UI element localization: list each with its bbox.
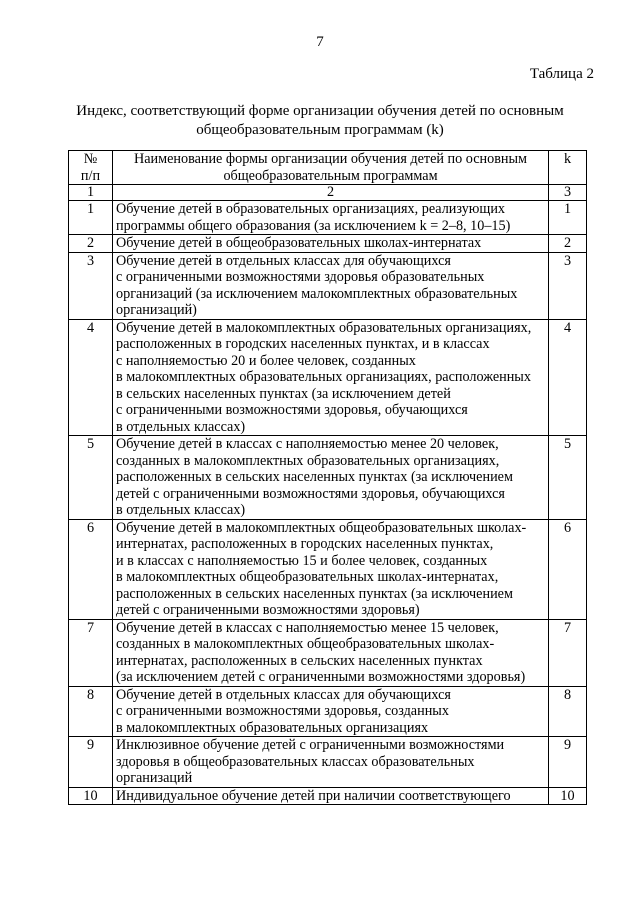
row-name-line: расположенных в сельских населенных пунктах (за исключением: [116, 469, 513, 485]
row-name-line: интернатах, расположенных в городских населенных пунктах,: [116, 536, 494, 552]
row-k-value: 5: [549, 436, 587, 520]
index-table: [68, 150, 587, 805]
row-name: [113, 737, 549, 788]
row-name-line: Обучение детей в малокомплектных общеобразовательных школах-: [116, 519, 527, 536]
row-name-line: расположенных в сельских населенных пунктах (за исключением: [116, 585, 513, 602]
row-name-line: расположенных в городских населенных пунктах, и в классах: [116, 336, 490, 352]
row-name: [113, 519, 549, 619]
row-name-line: организаций: [116, 770, 193, 786]
header-name-line: общеобразовательным программам: [223, 167, 438, 184]
row-name-line: в малокомплектных образовательных организациях: [116, 719, 429, 736]
row-name-line: интернатах, расположенных в сельских населенных пунктах: [116, 652, 483, 669]
table-row: [69, 787, 587, 805]
table-header-row: [69, 151, 587, 185]
table-row: [69, 252, 587, 319]
table-title: [60, 102, 580, 140]
row-number: 4: [69, 319, 113, 436]
row-name-line: Обучение детей в классах с наполняемостью менее 20 человек,: [116, 436, 499, 452]
row-name: [113, 252, 549, 319]
row-name-line: с ограниченными возможностями здоровья, созданных: [116, 703, 449, 719]
column-number: 2: [113, 185, 549, 201]
header-name-line: Наименование формы организации обучения детей по основным: [133, 151, 528, 167]
row-name-line: в малокомплектных образовательных организациях, расположенных: [116, 369, 531, 385]
header-num-line: №: [83, 151, 98, 167]
row-name-line: с ограниченными возможностями здоровья, обучающихся: [116, 402, 468, 418]
row-name-line: в отдельных классах): [116, 418, 246, 435]
row-number: 10: [69, 787, 113, 805]
table-row: [69, 201, 587, 235]
row-number: 3: [69, 252, 113, 319]
header-num: [69, 151, 113, 185]
row-k-value: 8: [549, 686, 587, 737]
column-number: 3: [549, 185, 587, 201]
table-row: [69, 436, 587, 520]
row-name-line: в отдельных классах): [116, 502, 246, 518]
row-name-line: с ограниченными возможностями здоровья образовательных: [116, 269, 485, 285]
row-name: [113, 235, 549, 253]
row-name-line: детей с ограниченными возможностями здоровья): [116, 602, 420, 618]
table-row: [69, 737, 587, 788]
row-number: 2: [69, 235, 113, 253]
column-number: 1: [69, 185, 113, 201]
table-row: [69, 619, 587, 686]
row-name-line: организаций (за исключением малокомплектных образовательных: [116, 285, 518, 302]
row-number: 6: [69, 519, 113, 619]
row-number: 9: [69, 737, 113, 788]
header-name: [113, 151, 549, 185]
row-name-line: организаций): [116, 302, 197, 318]
row-name-line: Обучение детей в отдельных классах для обучающихся: [116, 686, 451, 703]
row-name: [113, 201, 549, 235]
row-k-value: 7: [549, 619, 587, 686]
table-row: [69, 519, 587, 619]
row-number: 8: [69, 686, 113, 737]
row-name-line: созданных в малокомплектных общеобразовательных школах-: [116, 636, 495, 652]
table-body: [69, 201, 587, 805]
header-num-line: п/п: [80, 167, 101, 184]
row-name-line: программы общего образования (за исключением k = 2–8, 10–15): [116, 217, 511, 234]
row-name-line: в малокомплектных общеобразовательных школах-интернатах,: [116, 569, 499, 585]
row-k-value: 6: [549, 519, 587, 619]
column-number-row: [69, 185, 587, 201]
row-k-value: 1: [549, 201, 587, 235]
page-number: 7: [316, 34, 324, 50]
row-name-line: Обучение детей в образовательных организациях, реализующих: [116, 201, 506, 217]
table-row: [69, 319, 587, 436]
row-name: [113, 619, 549, 686]
row-name-line: (за исключением детей с ограниченными возможностями здоровья): [116, 669, 526, 685]
table-row: [69, 686, 587, 737]
row-name: [113, 319, 549, 436]
header-k: k: [549, 151, 587, 185]
row-k-value: 2: [549, 235, 587, 253]
row-k-value: 10: [549, 787, 587, 805]
table-row: [69, 235, 587, 253]
row-name-line: Обучение детей в классах с наполняемостью менее 15 человек,: [116, 619, 499, 636]
row-name-line: Обучение детей в отдельных классах для обучающихся: [116, 252, 451, 269]
row-name-line: Обучение детей в общеобразовательных школах-интернатах: [116, 235, 482, 251]
row-k-value: 9: [549, 737, 587, 788]
row-name: [113, 787, 549, 805]
row-number: 5: [69, 436, 113, 520]
row-name: [113, 436, 549, 520]
table-title-line: общеобразовательным программам (k): [196, 122, 444, 138]
row-name-line: с наполняемостью 20 и более человек, созданных: [116, 352, 416, 369]
row-k-value: 4: [549, 319, 587, 436]
table-title-line: Индекс, соответствующий форме организации обучения детей по основным: [76, 103, 564, 119]
row-name-line: Обучение детей в малокомплектных образовательных организациях,: [116, 319, 532, 336]
row-k-value: 3: [549, 252, 587, 319]
row-name-line: Индивидуальное обучение детей при наличии соответствующего: [116, 787, 511, 804]
table-label: Таблица 2: [529, 66, 594, 82]
row-name-line: детей с ограниченными возможностями здоровья, обучающихся: [116, 485, 505, 502]
row-number: 7: [69, 619, 113, 686]
row-name-line: Инклюзивное обучение детей с ограниченными возможностями: [116, 737, 505, 753]
row-name-line: здоровья в общеобразовательных классах образовательных: [116, 753, 475, 770]
row-name-line: в сельских населенных пунктах (за исключением детей: [116, 385, 451, 402]
row-name-line: и в классах с наполняемостью 15 и более человек, созданных: [116, 552, 488, 569]
row-number: 1: [69, 201, 113, 235]
row-name-line: созданных в малокомплектных образовательных организациях,: [116, 452, 500, 469]
row-name: [113, 686, 549, 737]
